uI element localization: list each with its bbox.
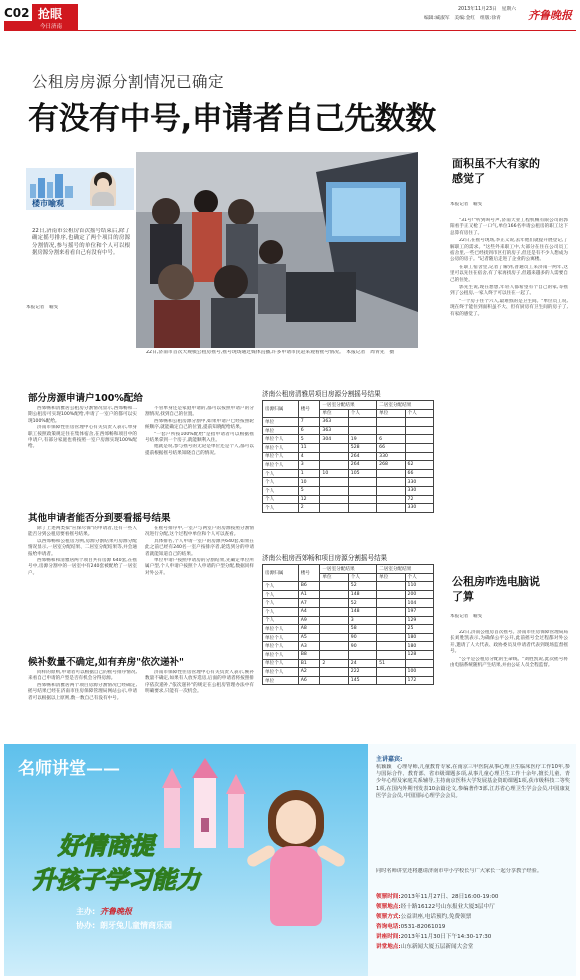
table-row — [263, 443, 434, 452]
table-cell: B8 — [298, 650, 320, 659]
table-cell: A8 — [298, 625, 320, 634]
paper-name-logo: 齐鲁晚报 — [528, 9, 572, 22]
table-cell — [405, 435, 433, 444]
child-illustration — [240, 784, 360, 934]
table-row — [263, 659, 434, 668]
table-cell — [348, 486, 376, 495]
table-row — [263, 452, 434, 461]
table-cell — [377, 607, 405, 616]
table-cell — [320, 443, 348, 452]
ad-speaker-label: 主讲嘉宾: — [376, 756, 403, 763]
paragraph: 以西郊畅和公租房为例,房源分割结果可房源分配情况显示,一居室分配结果、二居室分配结果等,并会通报给申请者。 — [28, 538, 137, 557]
table-row — [263, 607, 434, 616]
table-cell: 52 — [348, 582, 376, 591]
table-cell: 304 — [320, 435, 348, 444]
table-header: 楼号 — [298, 401, 320, 418]
table-cell: 330 — [405, 504, 433, 513]
ad-info-value: 0531-82061019 — [400, 924, 446, 930]
paragraph: 他就是说,参与摇号的无论是单位还是个人,都可以提前根据摇号结果知晓自己的情况。 — [145, 444, 254, 456]
ad-info-label: 领票地点: — [376, 904, 401, 910]
table-cell: 104 — [405, 599, 433, 608]
paragraph: 具体排名,个人申请一室户的房源共640套,如果在此之前已经有240名一室户按排序者,轮选到分的申请者就能知道自己的结果。 — [145, 538, 254, 557]
paragraph: 不管单身还是家庭申请的,都可以按照申请户的分割情况,找到自己的位置。 — [145, 406, 254, 418]
table-cell — [377, 582, 405, 591]
side-article-1-body — [450, 218, 568, 566]
paragraph: 在摇号排序中,一室户与两室户的房源按照分割情况进行分配,这个过程中单位和个人可以查看。 — [145, 526, 254, 538]
header-date: 2013年11月23日 星期六 — [458, 7, 516, 12]
paragraph: 西郊畅和和清雅居两个项目共有房源 640套,在摇号中,房源分割中的一居室中有240套被配给了一居室户。 — [28, 558, 137, 576]
table-cell: 148 — [348, 607, 376, 616]
table-row — [263, 590, 434, 599]
ad-banner-title: 名师讲堂—— — [18, 759, 120, 779]
table-cell: B1 — [298, 659, 320, 668]
table-header: 二居室分配结果 — [377, 401, 434, 410]
table-cell — [377, 426, 405, 435]
columnist-body: 22日,济南市公租房首次摇号结束后,除了确定摇号排序,也确定了两个项目的房源分割情况,参与摇号的单位和个人可以根据房源分割来看看自己有没有中号。 — [32, 228, 130, 257]
ad-info-label: 领票时间: — [376, 894, 401, 900]
table-row — [263, 642, 434, 651]
paragraph: 西郊畅和公租房源分割中,如果申请户已经按照轮候顺序,就能确定自己的位置,提前知晓配给结果。 — [145, 418, 254, 431]
ad-info-row — [376, 912, 572, 922]
section-c-body — [28, 670, 254, 740]
paragraph: "一个房子住个六人,最难熬的是卫生间。"单位员工说,现在终于能住到面积虽不大、但有厨房有卫生间的房子了,有家的感觉了。 — [450, 298, 568, 317]
table-subheader: 单位 — [377, 409, 405, 418]
side-article-1-byline: 本报记者 喻雯 — [450, 202, 483, 207]
table-cell — [348, 478, 376, 487]
table-cell: 个人 — [263, 607, 299, 616]
table-cell: 单位个人 — [263, 435, 299, 444]
table-cell: 1 — [298, 469, 320, 478]
table-cell: 单位个人 — [263, 650, 299, 659]
table-cell: 268 — [377, 461, 405, 470]
table-row — [263, 616, 434, 625]
ad-slogan-line-2: 升孩子学习能力 — [32, 866, 200, 894]
table-cell: 330 — [377, 452, 405, 461]
table-cell — [377, 504, 405, 513]
table-cell — [377, 642, 405, 651]
table-cell — [348, 504, 376, 513]
paragraph: "31号!"听到叫号声,济南天业工程机械有限公司的郭阳看手正又枪了一口气,单位166名申请公租房的职工这下总算有房住了。 — [450, 218, 568, 236]
table-cell: 个人 — [263, 486, 299, 495]
table-cell: 5 — [298, 486, 320, 495]
table-cell: A7 — [298, 599, 320, 608]
table-subheader: 个人 — [348, 409, 376, 418]
table-cell — [320, 478, 348, 487]
ad-info-row — [376, 892, 572, 902]
table-cell — [405, 659, 433, 668]
table-row — [263, 599, 434, 608]
table-cell: 72 — [405, 495, 433, 504]
section-b-title: 其他申请者能否分到要看摇号结果 — [28, 513, 171, 524]
table-cell — [320, 599, 348, 608]
table-header: 房源归属 — [263, 401, 299, 418]
table-cell — [320, 642, 348, 651]
table-cell — [348, 426, 376, 435]
table-cell: 2 — [320, 659, 348, 668]
side-article-2 — [444, 570, 574, 742]
table-cell: 个人 — [263, 582, 299, 591]
table-cell: 19 — [348, 435, 376, 444]
table-cell — [320, 607, 348, 616]
table-cell: A1 — [298, 590, 320, 599]
ad-info-label: 领票方式: — [376, 914, 401, 920]
table-2 — [262, 564, 434, 685]
ad-co-organizer — [76, 920, 172, 931]
table-cell — [377, 599, 405, 608]
section-a-body — [28, 406, 254, 498]
table-cell: 单位个人 — [263, 625, 299, 634]
co-organizer-name: 朗牙兔儿童情商乐园 — [100, 921, 172, 930]
table-cell: 个人 — [263, 504, 299, 513]
ad-sponsor — [76, 906, 132, 917]
table-row — [263, 486, 434, 495]
table-cell — [348, 418, 376, 427]
table-cell: A9 — [298, 616, 320, 625]
header-rule — [4, 30, 576, 31]
ad-info-row — [376, 902, 572, 912]
ad-info-row — [376, 922, 572, 932]
table-cell — [405, 418, 433, 427]
ad-info-value: 山东新闻大厦五层新闻大会堂 — [400, 944, 474, 950]
page-header — [0, 0, 580, 35]
ad-info-row — [376, 932, 572, 942]
ad-info-label: 讲堂地点: — [376, 944, 401, 950]
table-cell: 5 — [298, 435, 320, 444]
table-cell: 172 — [405, 676, 433, 685]
ad-notice: 同时名师讲堂还将邀请济南市中小学校长与广大家长一起分享教子经验。 — [376, 868, 543, 874]
paragraph: 西郊畅和清雅居两个项目房源分割情况已经确定,摇号结果已经在济南市住房保障管理局网站公示,申请者可以根据以上原则,数一数自己有没有中号。 — [28, 682, 137, 701]
table-cell — [320, 625, 348, 634]
table-cell: 个人 — [263, 495, 299, 504]
table-cell: 90 — [348, 633, 376, 642]
table-row — [263, 625, 434, 634]
table-cell: 330 — [405, 486, 433, 495]
table-cell: 25 — [405, 625, 433, 634]
table-cell: 363 — [320, 418, 348, 427]
table-cell — [405, 443, 433, 452]
sponsor-name: 齐鲁晚报 — [100, 907, 132, 916]
table-cell — [377, 650, 405, 659]
table-cell: 129 — [405, 616, 433, 625]
header-editors: 编辑:臧淑军 美编:金红 组版:徐青 — [424, 16, 501, 21]
section-b-body — [28, 526, 254, 642]
table-subheader: 个人 — [405, 409, 433, 418]
table-cell — [377, 676, 405, 685]
table-cell: 个人 — [263, 599, 299, 608]
table-cell — [377, 486, 405, 495]
table-cell: 100 — [405, 668, 433, 677]
paragraph: "一套户所按100%配给"是指申请者可以根据摇号结果拿到一个房子,就能顺利入住。 — [145, 431, 254, 444]
paragraph: 在职工宿舍里,记者了解到,普通员工来济南一两年,这里可以先住在宿舍,有了家再找房子,但越来越多的人需要自己的住处。 — [450, 264, 568, 283]
table-cell: 个人 — [263, 469, 299, 478]
ad-info-value: 公益讲座,电话预约,免费领票 — [400, 914, 472, 920]
table-cell: 11 — [298, 443, 320, 452]
paragraph: 同样的原则,申请者可以根据自己的摇号排序情况,来看自己申请的户型是否有机会分得房源。 — [28, 670, 137, 682]
table-cell: 24 — [348, 659, 376, 668]
headline-main: 有没有中号,申请者自己先数数 — [28, 101, 436, 137]
table-row — [263, 435, 434, 444]
table-cell — [320, 452, 348, 461]
table-cell: 363 — [320, 426, 348, 435]
table-row — [263, 478, 434, 487]
columnist-avatar — [90, 172, 116, 206]
table-subheader: 单位 — [320, 573, 348, 582]
table-cell — [377, 469, 405, 478]
table-cell: 180 — [405, 642, 433, 651]
table-cell: 个人 — [263, 478, 299, 487]
table-cell: 6 — [377, 435, 405, 444]
table-cell — [320, 495, 348, 504]
table-cell: A3 — [298, 642, 320, 651]
table-cell: 3 — [348, 616, 376, 625]
table-cell: 148 — [348, 590, 376, 599]
ad-info-row — [376, 942, 572, 952]
table-row — [263, 495, 434, 504]
table-header: 房源归属 — [263, 565, 299, 582]
side-article-1 — [444, 150, 574, 568]
table-row — [263, 676, 434, 685]
table-cell: 105 — [348, 469, 376, 478]
paragraph: 22日,济南公租房首次摇号。济南市住房保障管理局局长刘胜凯表示,为确保公平公开,此前摇号全过程都对外公开,邀请了人大代表、政协委员及申请者代表到现场监督摇号。 — [450, 630, 568, 655]
table-cell: 10 — [320, 469, 348, 478]
side-article-2-byline: 本报记者 喻雯 — [450, 614, 483, 619]
table-cell — [377, 590, 405, 599]
ad-banner — [4, 744, 576, 976]
table-cell — [377, 668, 405, 677]
table-cell: B6 — [298, 582, 320, 591]
table-subheader: 单位 — [320, 409, 348, 418]
table-cell — [320, 616, 348, 625]
table-cell: 单位个人 — [263, 668, 299, 677]
table-cell: 单位个人 — [263, 443, 299, 452]
side-article-1-title: 面积虽不大有家的感觉了 — [452, 157, 540, 185]
table-cell: 个人 — [263, 616, 299, 625]
table-cell — [320, 633, 348, 642]
section-c-title: 候补数量不确定,如有弃房"依次递补" — [28, 657, 185, 668]
table-cell — [377, 616, 405, 625]
table-header: 楼号 — [298, 565, 320, 582]
table-header: 二居室分配结果 — [377, 565, 434, 574]
table-cell: A2 — [298, 668, 320, 677]
paragraph: 单位申请户按照申请房的分割结果,先确定单位所属户型,个人申请户按照个人申请的户型分配,数据同样对外公开。 — [145, 558, 254, 576]
table-cell — [320, 582, 348, 591]
table-cell: 12 — [298, 495, 320, 504]
table-cell: 单位 — [263, 426, 299, 435]
table-cell: 180 — [405, 633, 433, 642]
table-cell: 264 — [348, 461, 376, 470]
section-name-tab — [32, 4, 78, 21]
table-cell: 7 — [298, 418, 320, 427]
table-cell: 110 — [405, 582, 433, 591]
ad-info-label: 讲座时间: — [376, 934, 401, 940]
table-cell — [377, 495, 405, 504]
table-cell — [405, 426, 433, 435]
section-code: C02 — [4, 6, 30, 20]
sub-label: 今日济南 — [40, 24, 63, 30]
table-header: 一居室分配结果 — [320, 401, 377, 410]
table-cell: 2 — [298, 504, 320, 513]
ad-info-label: 咨询电话: — [376, 924, 401, 930]
table-cell — [320, 590, 348, 599]
side-article-2-body — [450, 630, 568, 740]
photo-caption: 22日,济南市首次大规模公租房摇号,摇号现场通过媒体直播,许多申请市民赶来观看摇号情况。 本报记者 周青先 摄 — [146, 350, 395, 355]
ad-slogan-line-1: 好情商提 — [58, 832, 154, 860]
housing-table-xijiao — [262, 564, 434, 685]
table-1-title: 济南公租房清雅居项目房源分割摇号结果 — [262, 390, 381, 398]
table-cell: 单位个人 — [263, 452, 299, 461]
table-cell: 200 — [405, 590, 433, 599]
table-cell: 单位 — [263, 418, 299, 427]
table-row — [263, 650, 434, 659]
table-cell — [377, 418, 405, 427]
section-a-title: 部分房源申请户100%配给 — [28, 393, 143, 404]
paragraph: 西郊畅和清雅居公租房分割情况显示,西郊畅和二期公租房可实现100%配给,申请了一室户的都可以实现100%配给。 — [28, 406, 137, 424]
paragraph: 郭先生说,现在想想,年轻人都希望有个自己的家,等摇到了公租房,一家人终于可以住在一起了。 — [450, 285, 568, 297]
table-cell: 58 — [348, 625, 376, 634]
table-2-title: 济南公租房西郊畅和项目房源分割摇号结果 — [262, 554, 388, 562]
table-cell: 单位 — [263, 676, 299, 685]
table-row — [263, 426, 434, 435]
table-cell: 10 — [298, 478, 320, 487]
table-row — [263, 504, 434, 513]
table-row — [263, 418, 434, 427]
table-cell: 66 — [377, 443, 405, 452]
sponsor-label: 主办: — [76, 907, 96, 916]
table-cell — [348, 650, 376, 659]
table-cell — [348, 495, 376, 504]
co-organizer-label: 协办: — [76, 921, 96, 930]
table-cell: 222 — [348, 668, 376, 677]
table-1 — [262, 400, 434, 513]
table-subheader: 个人 — [348, 573, 376, 582]
table-cell: 128 — [405, 650, 433, 659]
table-cell: 51 — [377, 659, 405, 668]
ad-info-value: 2013年11月30日下午14:30-17:30 — [400, 934, 492, 940]
table-cell: A6 — [298, 676, 320, 685]
section-name: 抢眼 — [38, 7, 63, 21]
table-cell — [405, 452, 433, 461]
table-row — [263, 469, 434, 478]
table-header: 一居室分配结果 — [320, 565, 377, 574]
table-cell — [320, 668, 348, 677]
paragraph: 22日,在摇号现场,李正义说,去年他们就提开展登记,了解职工的需求。"这些外来职工中,大部分在住在公司员工宿舍里,一些已经找到市区打的房子,但还是有不少人想成为公房的房子。"记者随后走进了企业的公寓楼。 — [450, 238, 568, 263]
table-cell: 66 — [405, 469, 433, 478]
table-cell: 4 — [298, 452, 320, 461]
city-skyline-icon — [30, 172, 76, 198]
paragraph: "公平是公租房分配的生命线。"刘胜凯说,此次摇号将由电脑系统随机产生结果,并由公证人员全程监督。 — [450, 656, 568, 669]
table-cell: 3 — [298, 461, 320, 470]
table-cell: 52 — [348, 599, 376, 608]
table-cell: 145 — [348, 676, 376, 685]
table-cell — [320, 461, 348, 470]
table-subheader: 个人 — [405, 573, 433, 582]
table-cell — [377, 625, 405, 634]
columnist-badge — [26, 168, 134, 210]
table-cell: 90 — [348, 642, 376, 651]
ad-info-value: 2013年11月27日、28日16:00-19:00 — [400, 894, 499, 900]
paragraph: 除了上述两类拟"应保尽保"的申请者,还有一些人能否分到公租房要看摇号结果。 — [28, 526, 137, 538]
columnist-label: 楼市喻观 — [32, 199, 64, 208]
table-row — [263, 633, 434, 642]
lottery-crowd-photo — [136, 152, 418, 348]
side-article-2-title: 公租房咋选电脑说了算 — [452, 575, 540, 603]
table-cell: 单位个人 — [263, 642, 299, 651]
table-row — [263, 461, 434, 470]
table-cell: 197 — [405, 607, 433, 616]
paragraph: 济南市保障性住房管理中心有关负责人表示,候补数量不确定,如果有人放弃选房,后面的申请者将按照排序依次递补,"依次递补"的规定在公租房管理办法中有明确要求,只能有一次机会。 — [145, 670, 254, 695]
ad-info-value: 经十路16122号山东报业大厦3层中厅 — [400, 904, 495, 910]
table-cell: A5 — [298, 633, 320, 642]
table-cell — [377, 478, 405, 487]
table-cell: 62 — [405, 461, 433, 470]
table-subheader: 单位 — [377, 573, 405, 582]
table-cell: 单位个人 — [263, 659, 299, 668]
columnist-byline: 本报记者 喻雯 — [26, 305, 59, 310]
table-cell: 6 — [298, 426, 320, 435]
columnist-box — [26, 168, 134, 318]
table-row — [263, 582, 434, 591]
table-cell — [320, 676, 348, 685]
table-cell: 个人 — [263, 590, 299, 599]
news-photo — [136, 152, 418, 348]
table-cell: 264 — [348, 452, 376, 461]
paragraph: 济南市保障性住房管理中心有关负责人表示,单身职工按照政策规定住在集体宿舍,在西郊畅和项目中的申请户,有部分家庭也将按照一室户房源实现100%配给。 — [28, 425, 137, 450]
table-cell: A4 — [298, 607, 320, 616]
table-cell — [377, 633, 405, 642]
ad-speaker-bio: 杭颖颖 心理导师,儿童教育专家,在南京三甲医院从事心理卫生临床医疗工作10年,参与国际合作、教育部、省市级课题多项,从事儿童心理卫生工作十余年,擅长儿童、青少年心理及家庭关系辅导,主持南京医科大学发展基金资助课题1项,获市级科技二等奖1项,在国内外期刊发表10余篇论文,参编著作3部,江苏省心理卫生学会会员,中国康复医学会会员,中国国际心理学会会员。 — [376, 764, 570, 799]
table-cell: 330 — [405, 478, 433, 487]
table-cell — [320, 650, 348, 659]
housing-table-qingyaju — [262, 400, 434, 513]
table-cell: 单位个人 — [263, 461, 299, 470]
table-cell: 单位个人 — [263, 633, 299, 642]
table-cell — [320, 486, 348, 495]
ad-info-list — [376, 892, 572, 952]
table-cell — [320, 504, 348, 513]
table-row — [263, 668, 434, 677]
headline-kicker: 公租房房源分割情况已确定 — [32, 73, 225, 91]
table-cell: 528 — [348, 443, 376, 452]
